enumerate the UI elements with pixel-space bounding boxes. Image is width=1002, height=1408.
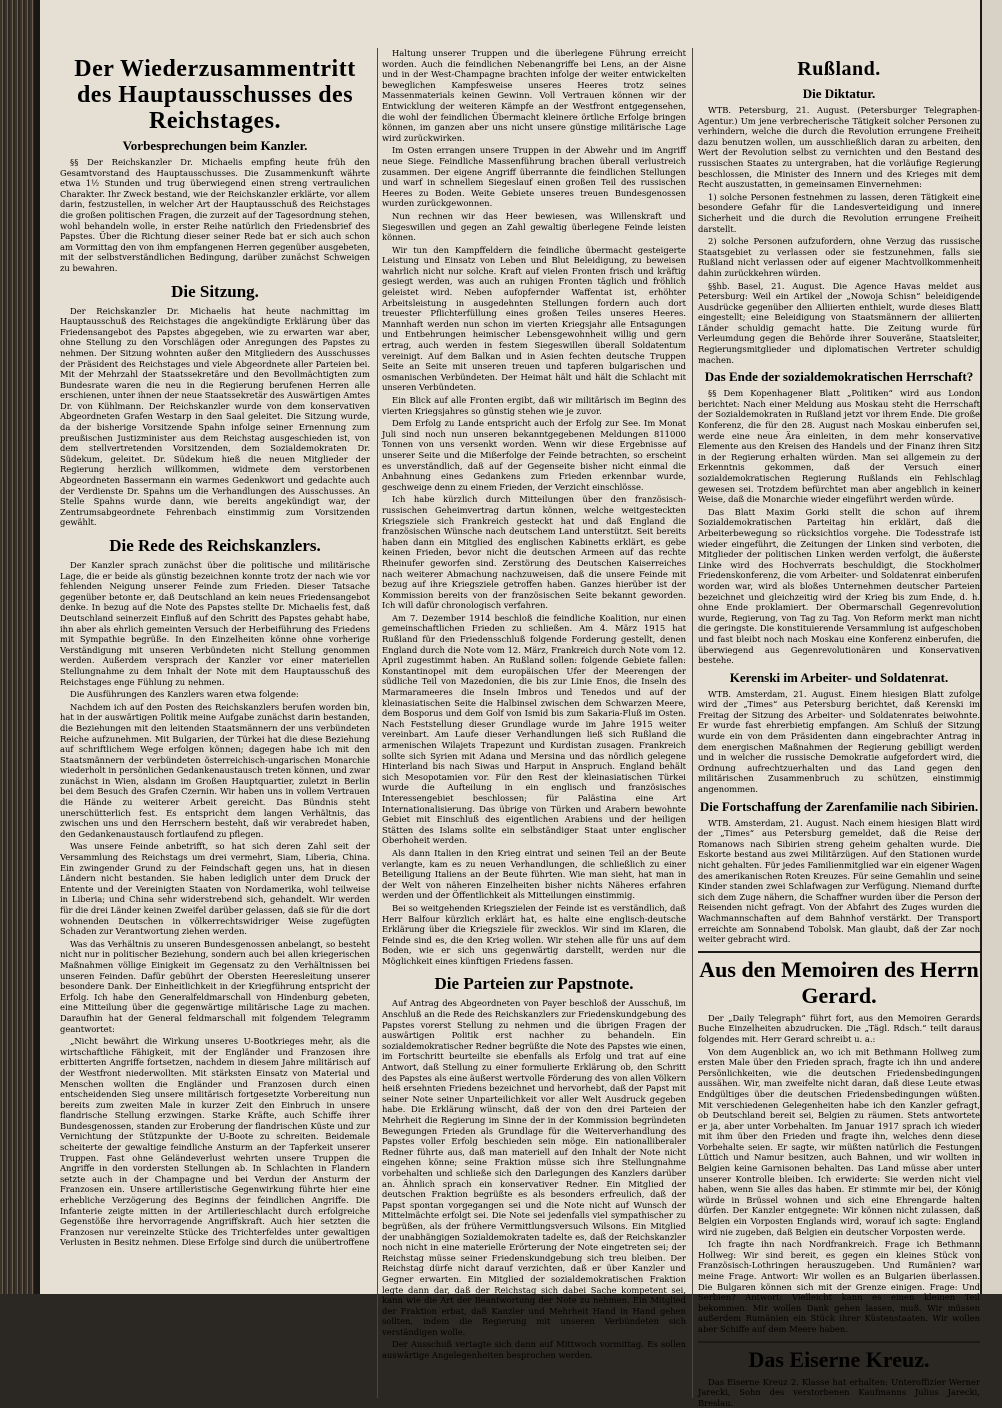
section-title-parteien: Die Parteien zur Papstnote. (434, 974, 634, 994)
article-paragraph: Bei so weitgehenden Kriegszielen der Feinde ist es verständlich, daß Herr Balfour kürzlich erklärt hat, es halte eine englisch-deutsche Erklärung über die Kriegsziele für zwecklos. Wir sind im Klaren, die Feinde sind es, die den Krieg wollen. Wir stehen alle für uns auf dem Boden, wie er sich uns gegenwärtig darstellt, werden nur die Möglichkeit eines künftigen Friedens fassen. (382, 902, 686, 966)
article-paragraph: Ich fragte ihn nach Nordfrankreich. Frage ich Bethmann Hollweg: Wir sind bereit, es gegen ein kleines Stück von Französisch-Lothringen herauszugeben. Und Rumänien? war meine Frage. Antwort: Wir wollen es an Bulgarien überlassen. Die Bulgaren können sich mit der Grenze einigen. Frage: Und Serbien? Antwort: Vielleicht kann es einen kleinen Teil bekommen. Mir wollen Dank gehen lassen, muß. Wir müssen außerdem Rumänien ein Stück ihrer Küstenstaaten. Wir wollen aber Schiffe auf dem Meere haben. (698, 1239, 980, 1334)
kicker-vorbesprechungen: Vorbesprechungen beim Kanzler. (122, 138, 308, 153)
kicker-kerenski: Kerenski im Arbeiter- und Soldatenrat. (729, 669, 949, 685)
headline-hauptausschuss: Der Wiederzusammentritt des Hauptausschusses des Reichstages. (74, 56, 356, 134)
article-paragraph: Der „Daily Telegraph“ führt fort, aus den Memoiren Gerards Buche Einzelheiten abzudrucken. Die „Tägl. Rdsch.“ teilt daraus folgendes mit. Herr Gerard schreibt u. a.: (698, 1012, 980, 1044)
next-page-edge (980, 0, 1002, 1294)
article-paragraph: Nachdem ich auf den Posten des Reichskanzlers berufen worden bin, hat in der auswärtigen Politik meine Aufgabe zunächst darin bestanden, die Beziehungen mit den leitenden Staatsmännern der uns verbündeten Reiche aufzunehmen. Mit Bulgarien, der Türkei hat die diese Beziehung auf schriftlichem Wege erfolgen können; dagegen habe ich mit den Staatsmännern der verbündeten österreichisch-ungarischen Monarchie wiederholt in persönlichen Gedankenaustausch treten können, und zwar zunächst in Wien, alsdann im Großen Hauptquartier, zuletzt in Berlin bei dem Besuch des Grafen Czernin. Wir haben uns in vollem Vertrauen die Hände zu weiterer Arbeit gereicht. Das Bündnis steht unerschütterlich fest. Es entspricht dem langen Verhältnis, das zwischen uns und den Herrschern besteht, daß wir verabredet haben, den Gedankenaustausch fortlaufend zu pflegen. (60, 701, 370, 839)
column-2 (382, 48, 686, 1398)
article-paragraph: Nun rechnen wir das Heer bewiesen, was Willenskraft und Siegeswillen und gegen an Zahl gewaltig überlegene Feinde leisten können. (382, 210, 686, 243)
column-1 (60, 48, 370, 1398)
article-paragraph: Der Reichskanzler Dr. Michaelis hat heute nachmittag im Hauptausschuß des Reichstages die angekündigte Erklärung über das Friedensangebot des Papstes abgegeben, wie zu erwarten war aber, ohne Stellung zu den Vorschlägen oder Anregungen des Papstes zu nehmen. Der Sitzung wohnten außer den Mitgliedern des Ausschusses der Präsident des Reichstages und viele Abgeordnete aller Parteien bei. Mit der Mehrzahl der Staatssekretäre und den Bevollmächtigten zum Bundesrate waren die neu in die Regierung berufenen Herren alle erschienen, unter ihnen der neue Staatssekretär des Auswärtigen Amtes Dr. von Kühlmann. Der Reichskanzler wurde von dem konservativen Abgeordneten Grafen Westarp in den Saal geleitet. Die Sitzung wurde, da der bisherige Vorsitzende Spahn infolge seiner Ernennung zum preußischen Justizminister aus dem Reichstag ausgeschieden ist, von dem stellvertretenden Vorsitzenden, dem Sozialdemokraten Dr. Südekum, geleitet. Dr. Südekum hieß die neuen Mitglieder der Regierung herzlich willkommen, widmete dem verstorbenen Abgeordneten Bassermann ein warmes Gedenkwort und gedachte auch der Verdienste Dr. Spahns um die Verhandlungen des Ausschusses. An Stelle Spahns wurde dann, wie bereits angekündigt war, der Zentrumsabgeordnete Fehrenbach einstimmig zum Vorsitzenden gewählt. (60, 305, 370, 528)
article-paragraph: WTB. Amsterdam, 21. August. Nach einem hiesigen Blatt wird der „Times“ aus Petersburg gemeldet, daß die Reise der Romanows nach Sibirien streng geheim gehalten wurde. Die Eskorte bestand aus zwei Militärzügen. Auf den Stationen wurde nicht gehalten. Für jedes Familienmitglied war ein eigener Wagen des amerikanischen Roten Kreuzes. Für seine Gemahlin und seine Kinder standen zwei Schlafwagen zur Verfügung. Niemand durfte sich dem Zuge nähern, die Schaffner wurden über die Person der Reisenden nicht gefragt. Von der Abfahrt des Zuges wurden die Wachmannschaften auf dem Bahnhof verstärkt. Der Transport erreichte am Sonnabend Tobolsk. Man glaubt, daß der Zar noch weiter gebracht wird. (698, 817, 981, 945)
article-paragraph: Ich habe kürzlich durch Mitteilungen über den französisch-russischen Geheimvertrag dartun können, welche weitgesteckten Kriegsziele sich Frankreich gesteckt hat und daß England die französischen Wünsche nach deutschem Land unterstützt. Seit bereits haben dann ein Mitglied des englischen Kabinetts erklärt, es gebe keinen Frieden, bevor nicht die deutschen Armeen auf das rechte Rheinufer geworfen sind. Zerstörung des Deutschen Kaiserreiches nach weiterer Abmachung nachzuweisen, daß die unsere Feinde mit bezug auf ihre Kriegsziele getroffen haben. Ganzes hierüber ist der Kommission bereits von der französischen Seite bekannt geworden. Ich will dafür chronologisch verfahren. (382, 494, 686, 611)
column-rule-1 (377, 48, 378, 1398)
kicker-diktatur: Die Diktatur. (802, 86, 876, 101)
article-paragraph: Haltung unserer Truppen und die überlegene Führung erreicht worden. Auch die feindlichen Nebenangriffe bei Lens, an der Aisne und in der West-Champagne brachten infolge der weiter entwickelten beweglichen Kampfesweise unseres Heeres trotz seines Massenmaterials keinen Gewinn. Voll Vertrauen können wir der Entwicklung der weiteren Kämpfe an der Westfront entgegensehen, die wohl der feindlichen Übermacht kleinere örtliche Erfolge bringen können, im ganzen aber uns nicht unsere günstige militärische Lage wird zurückwirken. (382, 48, 686, 143)
article-paragraph: Am 7. Dezember 1914 beschloß die feindliche Koalition, nur einen gemeinschaftlichen Frieden zu schließen. Am 4. März 1915 hat Rußland für den Friedensschluß folgende Forderung gestellt, denen England durch die Note vom 12. März, Frankreich durch Note vom 12. April zugestimmt haben. An Rußland sollen: folgende Gebiete fallen: Konstantinopel mit dem europäischen Ufer der Meerengen der südliche Teil von Mazedonien, die bis zur Linie Enos, die Inseln des Marmarameeres die Inseln Imbros und Tenedos und auf der kleinasiatischen Seite die Halbinsel zwischen dem Schwarzen Meere, dem Bosporus und dem Golf von Ismid bis zum Sakaria-Fluß im Osten. Nach Feststellung dieser Grundlage wurde im Jahre 1915 weiter vereinbart. Am Laufe dieser Verhandlungen ließ sich Rußland die armenischen Wilajets Trapezunt und Kurdistan zusagen. Frankreich sollte sich Syrien mit Adana und Mersina und das nördlich gelegene Hinterland bis nach Siwas und Harput in Anspruch. England behält sich Mesopotamien vor. Für den Rest der kleinasiatischen Türkei wurde die Aufteilung in ein englisch und französisches Interessengebiet beschlossen; für Palästina eine Art Internationalisierung. Das übrige von Türken und Arabern bewohnte Gebiet mit Einschluß des eigentlichen Arabiens und der heiligen Stätten des Islams sollte ein selbständiger Staat unter englischer Oberhoheit werden. (382, 612, 686, 846)
article-paragraph: Im Osten errangen unsere Truppen in der Abwehr und im Angriff neue Siege. Feindliche Massenführung brachen überall verlustreich zusammen. Der eigene Angriff überrannte die feindlichen Stellungen und warf in schnellem Siegeslauf einen großen Teil des russischen Heeres zu Boden. Weite Gebiete unseres treuen Bundesgenossen wurden zurückgewonnen. (382, 145, 686, 209)
article-paragraph: Ein Blick auf alle Fronten ergibt, daß wir militärisch im Beginn des vierten Kriegsjahres so günstig stehen wie je zuvor. (382, 395, 686, 416)
article-paragraph: Als dann Italien in den Krieg eintrat und seinen Teil an der Beute verlangte, kam es zu neuen Verhandlungen, die schließlich zu einer Beteiligung Italiens an der Beute führten. Wie man sieht, hat man in der Welt von näheren Einzelheiten bisher nichts Näheres erfahren werden und der Öffentlichkeit als Mitteilungen einstimmig. (382, 847, 686, 901)
article-paragraph: §§ Der Reichskanzler Dr. Michaelis empfing heute früh den Gesamtvorstand des Hauptausschusses. Die Zusammenkunft währte etwa 1½ Stunden und trug überwiegend einen streng vertraulichen Charakter. Ihr Zweck bestand, wie der Reichskanzler erklärte, vor allem darin, festzustellen, in welcher Art der Hauptausschuß des Reichstages die großen politischen Fragen, die zurzeit auf der Tagesordnung stehen, wohl behandeln wolle, in erster Reihe natürlich den Friedensbrief des Papstes. Über die Richtung dieser seiner Rede bat er sich auch schon am Vormittag den von ihm empfangenen Herren gegenüber ausgebeten, mit der selbstverständlichen Bedingung, darüber zunächst Schweigen zu bewahren. (60, 157, 370, 273)
article-paragraph: Was unsere Feinde anbetrifft, so hat sich deren Zahl seit der Versammlung des Reichstags um drei vermehrt, Siam, Liberia, China. Ein zwingender Grund zu der Feindschaft gegen uns, hat in diesen Ländern nicht bestanden. Sie haben lediglich unter dem Druck der Entente und der Vereinigten Staaten von Nordamerika, wohl teilweise in Liberia; und China sehr widerstrebend sich, gehandelt. Wir werden für die drei Länder keinen Zweifel darüber gelassen, daß sie für die dort wohnenden Deutschen in völkerrechtswidriger Weise zugefügten Schaden zur Verantwortung ziehen werden. (60, 841, 370, 937)
section-rede-body (60, 560, 370, 1248)
gerard-body (698, 1013, 980, 1335)
article-paragraph: Das Blatt Maxim Gorki stellt die schon auf ihrem Sozialdemokratischen Parteitag hin erklärt, daß die Arbeiterbewegung so rücksichtlos vorgehe. Die Todesstrafe ist wieder eingeführt, die Zeitungen der Linken sind verboten, die Mitglieder der politischen Linken werden verfolgt, die äußerste Linke wird des Hochverrats beschuldigt, die Stockholmer Friedenskonferenz, die vom Arbeiter- und Soldatenrat einberufen worden war, wird als bloßes Unternehmen deutscher Parteien bezeichnet und gleichzeitig wird der Krieg bis zum Ende, d. h. ohne Ende proklamiert. Der Obermarschall Gegenrevolution wurde, Regierung, von Tag zu Tag. Von Reform merkt man nicht die geringste. Die konstituierende Versammlung ist aufgeschoben und fast bleibt noch nach Moskau eine Konferenz einberufen, die überwiegend aus Gegenrevolutionären und Konservativen bestehe. (698, 506, 980, 666)
eiserne-kreuz-text: Das Eiserne Kreuz 2. Klasse hat erhalten: Unteroffizier Werner Jarecki, Sohn des verstorbenen Kaufmanns Julius Jarecki, Breslau. (698, 1376, 980, 1408)
headline-eiserne-kreuz: Das Eiserne Kreuz. (698, 1341, 980, 1373)
article-paragraph: Der Ausschuß vertagte sich dann auf Mittwoch vormittag. Es sollen auswärtige Angelegenheiten besprochen werden. (382, 1339, 686, 1361)
article-paragraph: Von dem Augenblick an, wo ich mit Bethmann Hollweg zum ersten Male über den Frieden sprach, fragte ich ihn und andere Persönlichkeiten, wie die deutschen Friedensbedingungen aussähen. Wir, man zweifelte nicht daran, daß diese Leute etwas Endgültiges über die deutschen Friedensbedingungen wüßten. Mit verschiedenen Gelegenheiten habe ich den Kanzler gefragt, ob Deutschland bereit sei, Belgien zu räumen. Stets antwortete er ja, aber unter Vorbehalten. Im Januar 1917 sprach ich wieder mit ihm über den Frieden und fragte ihn, welches denn diese Vorbehalte seien. Er sagte, wir müßten natürlich die Festungen Lüttich und Namur besitzen, auch Bahnen, und wir wollten in Belgien keine Garnisonen behalten. Das Land müsse aber unter unserer Kontrolle bleiben. Ich erwiderte: Sie werden nicht viel haben, wenn Sie alles das haben. Er stimmte mir bei, der König würde in Brüssel wohnen und sich eine Ehrengarde halten dürfen. Der Kanzler entgegnete: Wir können nicht zulassen, daß Belgien ein Vorposten Englands wird, worauf ich sagte: England wird nie zugeben, daß Belgien ein deutscher Vorposten werde. (698, 1046, 980, 1237)
kicker-ende-herrschaft: Das Ende der sozialdemokratischen Herrschaft? (704, 369, 974, 385)
article-paragraph: Auf Antrag des Abgeordneten von Payer beschloß der Ausschuß, im Anschluß an die Rede des Reichskanzlers zur Friedenskundgebung des Papstes vorerst Stellung zu nehmen und die übrigen Fragen der auswärtigen Politik erst nachher zu behandeln. Ein sozialdemokratischer Redner begrüßte die Note des Papstes wie einen, im Fortschritt beurteilte sie ebenfalls als Erfolg und trat auf eine Antwort, daß Stellung zu einer formulierte Erklärung ob, den Schritt des Papstes als eine äußerst wertvolle Förderung des von allen Völkern heiß ersehnten Friedens bezeichnet und hervorhebt, daß der Papst mit seiner Note seiner Unparteilichkeit vor aller Welt Ausdruck gegeben habe. Die Erklärung wünscht, daß der von den drei Parteien der Mehrheit die Regierung im Sinne der in der Kommission begründeten Bewegungen Frieden als Grundlage für die Weiterverhandlung des Papstes voller Erfolg beschieden sein möge. Ein nationalliberaler Redner führte aus, daß man materiell auf den Inhalt der Note nicht eingehen könne; seine Fraktion müsse sich ihre Stellungnahme vorbehalten und schließe sich den Darlegungen des Kanzlers darüber an. Ähnlich sprach ein konservativer Redner. Ein Mitglied der deutschen Fraktion begrüßte es als besonders erfreulich, daß der Papst spontan vorgegangen sei und die Note nicht auf Wunsch der Mittelmächte erfolgt sei. Die Note sei jedenfalls viel sympathischer zu begrüßen, als der frühere Vermittlungsversuch Wilsons. Ein Mitglied der unabhängigen Sozialdemokraten tadelte es, daß der Reichskanzler noch nicht in eine materielle Erörterung der Note eingetreten sei; der Reichstag müsse seiner Friedenskundgebung sich treu bleiben. Der Reichstag dürfe nicht darauf verzichten, daß er über Kanzler und Gegner erwarten. Ein Mitglied der sozialdemokratischen Fraktion legte dann dar, daß der Reichstag sich dabei Sache kompetent sei, kann wie die Art der Beantwortung der Note zu nehmen. Ein Mitglied der Fraktion erbat, daß Kanzler und Mehrheit Hand in Hand gehen sollten, indem die Regierung mit unseren Verbündeten sich verständigen wolle. (382, 998, 686, 1337)
article-paragraph: Der Kanzler sprach zunächst über die politische und militärische Lage, die er beide als günstig bezeichnen konnte trotz der nach wie vor fehlenden Neigung unserer Feinde zum Frieden. Dieser Tatsache gegenüber betonte er, daß Deutschland an kein neues Friedensangebot denke. In bezug auf die Note des Papstes stellte Dr. Michaelis fest, daß Deutschland seinerzeit Einfluß auf den Schritt des Papstes gehabt habe, ihn aber als ehrlich gemeinten Versuch der Herbeiführung des Friedens mit Sympathie begrüße. In den Einzelheiten könne ohne vorherige Verständigung mit unseren Verbündeten nicht Stellung genommen werden. Außerdem versprach der Kanzler vor einer materiellen Stellungnahme zu dem Inhalt der Note mit dem Hauptausschuß des Reichstages enge Fühlung zu nehmen. (60, 560, 370, 687)
article-paragraph: Was das Verhältnis zu unseren Bundesgenossen anbelangt, so besteht nicht nur in politischer Beziehung, sondern auch bei allen kriegerischen Maßnahmen völlige Einigkeit im Gegensatz zu den Verhältnissen bei unseren Feinden. Dafür gebührt der Obersten Heeresleitung unserer besondere Dank. Der Einheitlichkeit in der Kriegführung entspricht der Erfolg. Ich habe den Generalfeldmarschall von Hindenburg gebeten, eine Mitteilung über die gegenwärtige militärische Lage zu machen. Daraufhin hat der General feldmarschall mit folgendem Telegramm geantwortet: (60, 938, 370, 1034)
book-binding (0, 0, 40, 1294)
rede-continuation-body (382, 48, 686, 966)
headline-russland: Rußland. (797, 58, 881, 80)
column-rule-2 (692, 48, 693, 1398)
article-paragraph: §§hb. Basel, 21. August. Die Agence Havas meldet aus Petersburg: Weil ein Artikel der „Nowoja Schisn“ beleidigende Ausdrücke gegenüber den Alliierten enthielt, wurde dieses Blatt eingestellt; eine Beleidigung von Staatsmännern der alliierten Länder schuldig gemacht hatte. Die Zeitung wurde für Verleumdung gegen die Behörde ihrer Souveräne, Staatsleiter, Regierungsmitglieder und diplomatischen Vertreter schuldig machen. (698, 280, 980, 365)
article-paragraph: §§ Dem Kopenhagener Blatt „Politiken“ wird aus London berichtet: Nach einer Meldung aus Moskau steht die Herrschaft der Sozialdemokraten in Rußland jetzt vor ihrem Ende. Die große Konferenz, die für den 28. August nach Moskau einberufen sei, werde eine neue Ära einleiten, in dem mehr konservative Elemente aus den Kreisen des Handels und der Finanz ihren Sitz in der Regierung erhalten würden. Man sei allgemein zu der Erkenntnis gekommen, daß der Versuch einer sozialdemokratischen Regierung Rußlands ein Fehlschlag gewesen sei. Trotzdem befürchtet man aber angeblich in keiner Weise, daß die Monarchie wieder eingeführt werden würde. (698, 388, 980, 505)
section-sitzung-body (60, 306, 370, 528)
diktatur-body (698, 105, 980, 365)
column-3 (698, 48, 981, 1408)
article-paragraph: WTB. Amsterdam, 21. August. Einem hiesigen Blatt zufolge wird der „Times“ aus Petersburg berichtet, daß Kerenski im Freitag der Sitzung des Arbeiter- und Soldatenrates beiwohnte. Er wurde fast ehrerbietig empfangen. Am Schluß der Sitzung wurde ein von dem Präsidenten dann eingebrachter Antrag in dem energischen Maßnahmen der Regierung gebilligt werden und in welcher die russische Demokratie aufgefordert wird, die Ordnung aufrechtzuerhalten und das Land gegen den militärischen Zusammenbruch zu schützen, einstimmig angenommen. (698, 688, 980, 795)
ende-herrschaft-body (698, 388, 980, 665)
article-paragraph: Wir tun den Kampffeldern die feindliche übermacht gesteigerte Leistung und Einsatz von Leben und Blut Beleidigung, zu beweisen wahrlich nicht nur solche. Kraft auf vielen Fronten frisch und kräftig gesiegt werden, was auch an ruhigen Fronten täglich und fröhlich geleistet wird. Neben aufopfernder Waffentat ist, erhöhter Arbeitsleistung in ausgedehnten Stellungen fordern auch dort treuester Pflichterfüllung eines großen Teiles unseres Heeres. Mannhaft werden nun schon im vierten Kriegsjahr alle Entsagungen und Entbehrungen heimischer Lebensgewohnheit willig und gern ertrag, auch werden in festem Siegeswillen überall Soldatentum vereinigt. Auf dem Balkan und in Asien fechten deutsche Truppen Seite an Seite mit unseren treuen und tapferen bulgarischen und osmanischen Verbündeten. Der Heimat hält und hält die Schlacht mit unseren Verbündeten. (382, 244, 686, 393)
article-paragraph: Die Ausführungen des Kanzlers waren etwa folgende: (70, 689, 299, 700)
headline-gerard: Aus den Memoiren des Herrn Gerard. (698, 951, 980, 1009)
zarenfamilie-body (698, 818, 980, 945)
article-paragraph: Dem Erfolg zu Lande entspricht auch der Erfolg zur See. Im Monat Juli sind noch nun unseren bekanntgegebenen Meldungen 811000 Tonnen von uns versenkt worden. Wenn wir diese Ergebnisse auf unserer Seite und die Mißerfolge der Feinde betrachten, so erscheint es unverständlich, daß auf der Gegenseite bisher nicht einmal die Anbahnung eines Gedankens zum Frieden erkennbar wurde, geschweige denn zu einem Frieden, der Verzicht einschlösse. (382, 418, 686, 492)
article-paragraph: „Nicht bewährt die Wirkung unseres U-Bootkrieges mehr, als die wirtschaftliche Fähigkeit, mit der Engländer und Franzosen ihre erbitterten Angriffe fortsetzen, nachdem in diesem Jahre militärisch auf der Westfront niederwollten. Mit stärksten Einsatz von Material und Menschen wollten die Engländer und Franzosen durch einen entscheidenden Sieg unsere militärisch fortgesetzte Vorbereitung nun bereits zum zweiten Male in kurzer Zeit den Einbruch in unsere flandrische Stellung erzwingen. Starke Kräfte, auch Schiffe ihrer Bundesgenossen, standen zur Eroberung der flandrischen Küste und zur Vernichtung der Stützpunkte der U-Boote zu schreiten. Beidemale scheiterte der gewaltige feindliche Ansturm an der Tapferkeit unserer Truppen. Fast ohne Geländeverlust wehrten unsere Truppen die Angriffe in den vordersten Stellungen ab. In Schlachten in Flandern setzte auch in der Champagne und bei Verdun der Ansturm der Franzosen ein. Unsere artilleristische Gegenwirkung führte hier eine erhebliche Verzögerung des Beginns der feindlichen Angriffe. Die Infanterie zeigte mitten in der Artillerieschlacht durch erfolgreiche Gegenstöße ihre hervorragende Angriffskraft. Auch hier setzten die Franzosen nur vereinzelte Stücke des Trichterfeldes unter gewaltigen Verlusten in Besitz nehmen. Diese Erfolge sind durch die unübertroffene (60, 1036, 370, 1248)
article-paragraph: WTB. Petersburg, 21. August. (Petersburger Telegraphen-Agentur.) Um jene verbrecherische Tätigkeit solcher Personen zu verhindern, welche die durch die Revolution errungene Freiheit dazu benutzen wollen, um ausschließlich daran zu arbeiten, den Wert der Revolution selbst zu vernichten und den Bestand des russischen Staates zu untergraben, hat die vorläufige Regierung beschlossen, die Minister des Innern und des Krieges mit dem Recht auszustatten, in gemeinsamen Einvernehmen: (698, 105, 980, 190)
kicker-zarenfamilie: Die Fortschaffung der Zarenfamilie nach Sibirien. (699, 798, 979, 814)
section-title-rede: Die Rede des Reichskanzlers. (109, 536, 321, 555)
section-parteien-body (382, 998, 686, 1360)
kerenski-body (698, 689, 980, 795)
article-paragraph: 2) solche Personen aufzufordern, ohne Verzug das russische Staatsgebiet zu verlassen oder sie festzunehmen, falls sie Rußland nicht verlassen oder auf eigener Machtvollkommenheit dahin zurückkehren würden. (698, 236, 980, 278)
article-paragraph: 1) solche Personen festnehmen zu lassen, deren Tätigkeit eine besondere Gefahr für die Landesverteidigung und innere Sicherheit und die durch die Revolution errungene Freiheit darstellt. (698, 191, 980, 234)
section-title-sitzung: Die Sitzung. (171, 281, 259, 301)
